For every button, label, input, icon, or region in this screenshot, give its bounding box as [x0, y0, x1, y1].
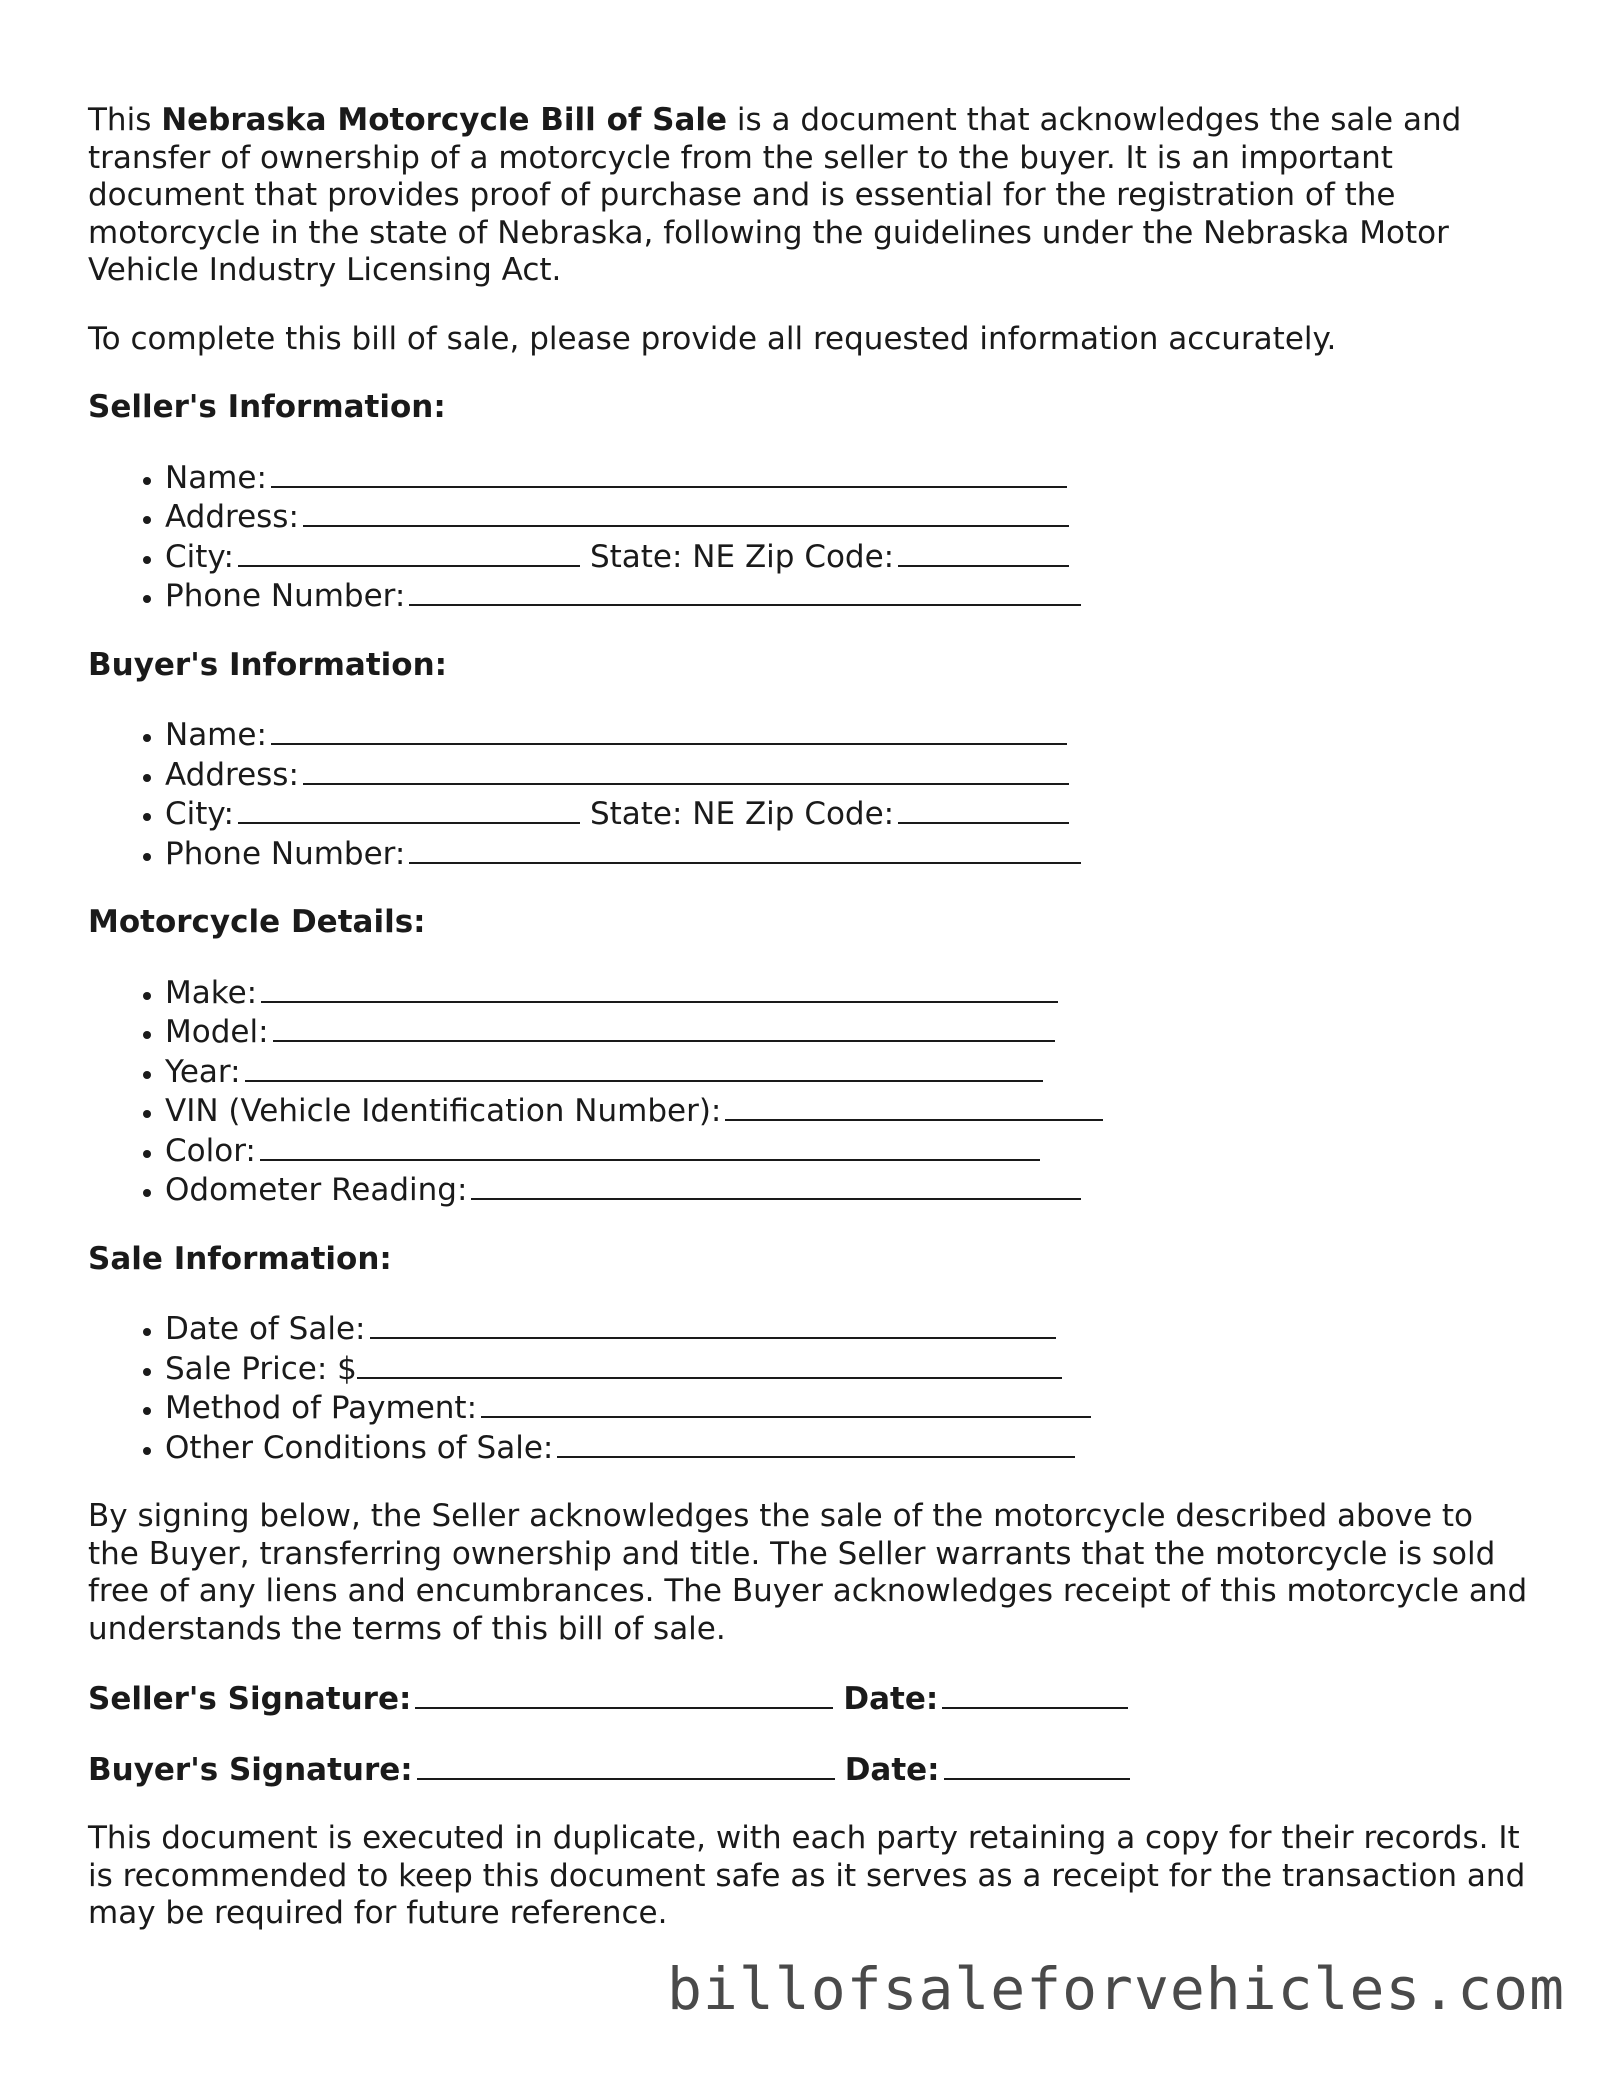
- buyer-name-input[interactable]: [271, 715, 1067, 745]
- buyer-signature-row: [88, 1750, 1528, 1790]
- acknowledgement-paragraph: By signing below, the Seller acknowledges the sale of the motorcycle described above to the Buyer, transferring ownership and title. The Seller warrants that the motorcycle is sold free of any liens and encumbrances. The Buyer acknowledges receipt of this motorcycle and understands the terms of this bill of sale.: [88, 1498, 1528, 1647]
- sale-price-label: Sale Price: $: [165, 1350, 357, 1387]
- seller-phone-input[interactable]: [409, 576, 1081, 606]
- payment-method-label: Method of Payment:: [165, 1390, 478, 1426]
- vin-label: VIN (Vehicle Identification Number):: [165, 1093, 722, 1129]
- seller-state-zip-label: State: NE Zip Code:: [589, 538, 895, 575]
- sale-date-field: [165, 1309, 1528, 1349]
- seller-signature-row: [88, 1679, 1528, 1719]
- buyer-address-label: Address:: [165, 756, 299, 793]
- model-label: Model:: [165, 1014, 269, 1050]
- seller-address-label: Address:: [165, 499, 299, 535]
- color-label: Color:: [165, 1132, 256, 1169]
- seller-heading: Seller's Information:: [88, 389, 446, 425]
- odometer-label: Odometer Reading:: [165, 1172, 468, 1208]
- sale-price-field: [165, 1349, 1528, 1389]
- buyer-signature-label: Buyer's Signature:: [88, 1751, 413, 1788]
- make-field: [165, 973, 1528, 1013]
- seller-city-label: City:: [165, 538, 234, 575]
- other-conditions-input[interactable]: [557, 1428, 1075, 1458]
- other-conditions-field: [165, 1428, 1528, 1468]
- seller-signature-label: Seller's Signature:: [88, 1681, 412, 1717]
- seller-phone-label: Phone Number:: [165, 578, 406, 614]
- vin-field: [165, 1091, 1528, 1131]
- seller-phone-field: [165, 576, 1528, 616]
- sale-price-input[interactable]: [357, 1349, 1062, 1379]
- buyer-date-input[interactable]: [944, 1750, 1130, 1780]
- buyer-phone-field: [165, 834, 1528, 874]
- color-field: [165, 1131, 1528, 1171]
- seller-fields: [88, 458, 1528, 616]
- seller-name-label: Name:: [165, 459, 267, 496]
- seller-date-input[interactable]: [942, 1679, 1128, 1709]
- year-input[interactable]: [245, 1052, 1043, 1082]
- buyer-city-input[interactable]: [238, 794, 580, 824]
- motorcycle-fields: [88, 973, 1528, 1210]
- seller-address-field: [165, 497, 1528, 537]
- seller-zip-input[interactable]: [898, 537, 1069, 567]
- buyer-name-field: [165, 715, 1528, 755]
- buyer-city-label: City:: [165, 796, 234, 832]
- intro-paragraph: [88, 102, 1528, 290]
- bill-of-sale-document: [88, 102, 1528, 1964]
- buyer-signature-input[interactable]: [417, 1750, 835, 1780]
- buyer-date-label: Date:: [844, 1751, 940, 1788]
- sale-heading: Sale Information:: [88, 1240, 392, 1277]
- other-conditions-label: Other Conditions of Sale:: [165, 1429, 554, 1466]
- closing-paragraph: This document is executed in duplicate, with each party retaining a copy for their records. It is recommended to keep this document safe as it serves as a receipt for the transaction and may be required for future reference.: [88, 1820, 1526, 1931]
- sale-date-label: Date of Sale:: [165, 1311, 366, 1347]
- seller-city-input[interactable]: [238, 537, 580, 567]
- seller-name-field: [165, 458, 1528, 498]
- motorcycle-heading: Motorcycle Details:: [88, 904, 426, 940]
- buyer-zip-input[interactable]: [898, 794, 1069, 824]
- document-title: Nebraska Motorcycle Bill of Sale: [161, 102, 728, 138]
- payment-method-input[interactable]: [481, 1388, 1091, 1418]
- buyer-phone-input[interactable]: [409, 834, 1081, 864]
- buyer-address-field: [165, 755, 1528, 795]
- sale-date-input[interactable]: [370, 1309, 1056, 1339]
- buyer-address-input[interactable]: [303, 755, 1069, 785]
- buyer-state-zip-label: State: NE Zip Code:: [589, 796, 895, 832]
- odometer-input[interactable]: [471, 1170, 1081, 1200]
- seller-name-input[interactable]: [271, 458, 1067, 488]
- odometer-field: [165, 1170, 1528, 1210]
- color-input[interactable]: [260, 1131, 1040, 1161]
- instruction-text: To complete this bill of sale, please provide all requested information accurately.: [88, 320, 1337, 357]
- site-watermark: billofsaleforvehicles.com: [667, 1955, 1565, 2023]
- seller-signature-input[interactable]: [415, 1679, 833, 1709]
- intro-text-start: This: [88, 102, 162, 138]
- payment-method-field: [165, 1388, 1528, 1428]
- buyer-fields: [88, 715, 1528, 873]
- make-label: Make:: [165, 974, 258, 1011]
- model-field: [165, 1012, 1528, 1052]
- seller-date-label: Date:: [843, 1681, 939, 1717]
- make-input[interactable]: [261, 973, 1058, 1003]
- seller-city-field: [165, 537, 1528, 577]
- intro-text-end: is a document that acknowledges the sale and transfer of ownership of a motorcycle from the seller to the buyer. It is an important document that provides proof of purchase and is essential for the registration of the motorcycle in the state of Nebraska, following the guidelines under the Nebraska Motor Vehicle Industry Licensing Act.: [88, 102, 1462, 288]
- model-input[interactable]: [273, 1012, 1055, 1042]
- sale-fields: [88, 1309, 1528, 1467]
- vin-input[interactable]: [725, 1091, 1103, 1121]
- year-label: Year:: [165, 1053, 241, 1090]
- buyer-heading: Buyer's Information:: [88, 646, 448, 683]
- buyer-phone-label: Phone Number:: [165, 835, 406, 872]
- seller-address-input[interactable]: [303, 497, 1069, 527]
- buyer-city-field: [165, 794, 1528, 834]
- year-field: [165, 1052, 1528, 1092]
- buyer-name-label: Name:: [165, 717, 267, 753]
